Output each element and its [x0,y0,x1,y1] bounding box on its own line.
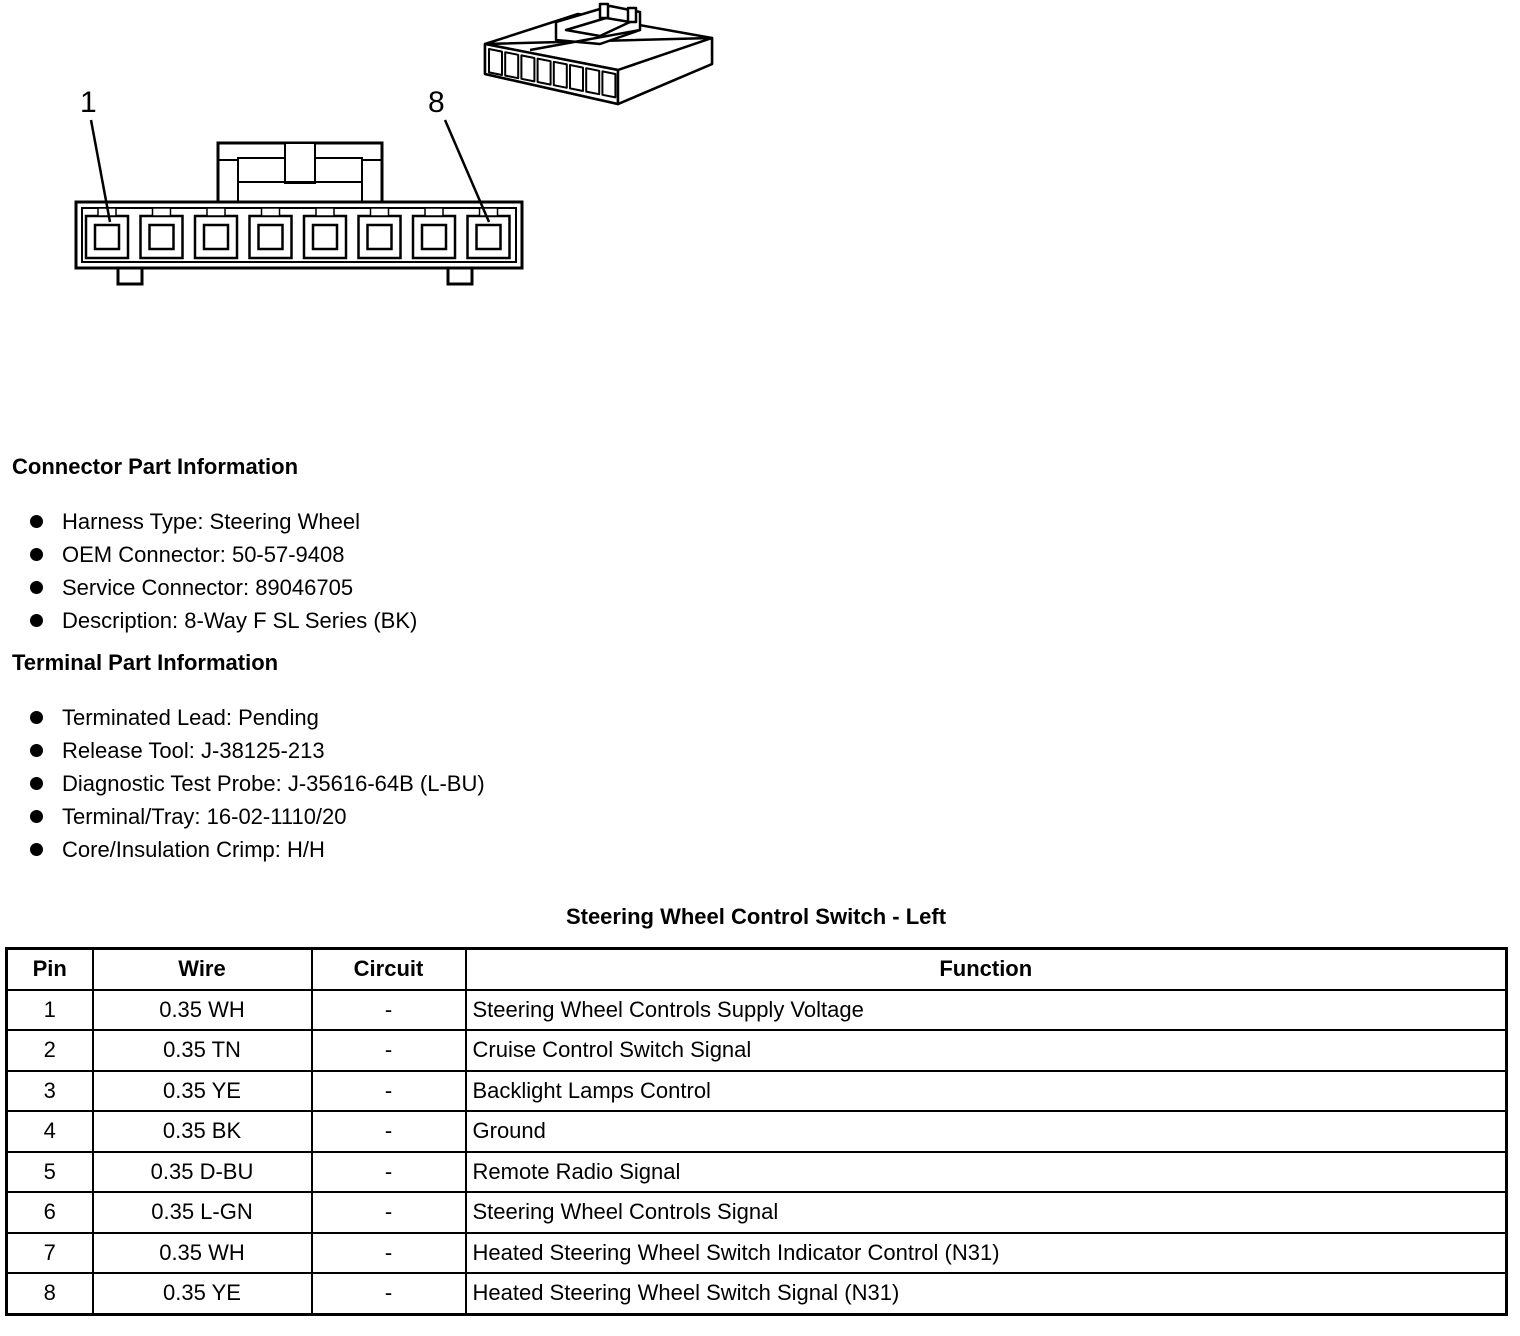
cell-pin: 8 [7,1273,93,1314]
iso-pin-cavity [570,65,583,91]
terminal-info-item [0,701,485,734]
table-row [7,990,1507,1031]
connector-info-item [0,604,417,637]
cell-function: Heated Steering Wheel Switch Indicator Control (N31) [466,1233,1507,1274]
iso-pin-cavity [586,68,599,94]
cell-wire: 0.35 YE [93,1273,312,1314]
table-title: Steering Wheel Control Switch - Left [565,904,947,929]
cell-wire: 0.35 L-GN [93,1192,312,1233]
cell-circuit: - [312,1111,466,1152]
connector-info-item-text: Description: 8-Way F SL Series (BK) [62,608,418,633]
cell-wire: 0.35 WH [93,990,312,1031]
cell-function: Remote Radio Signal [466,1152,1507,1193]
pin-cavity-terminal [95,225,119,249]
connector-isometric-view [485,4,712,104]
cell-function: Steering Wheel Controls Signal [466,1192,1507,1233]
bullet-icon [30,744,43,757]
cell-wire: 0.35 WH [93,1233,312,1274]
pin-cavity-terminal [259,225,283,249]
cell-pin: 6 [7,1192,93,1233]
cell-wire: 0.35 TN [93,1030,312,1071]
bullet-icon [30,515,43,528]
bullet-icon [30,711,43,724]
terminal-info-item-text: Release Tool: J-38125-213 [62,738,325,763]
terminal-info-item-text: Terminal/Tray: 16-02-1110/20 [62,804,347,829]
table-row [7,1192,1507,1233]
connector-info-item-text: Service Connector: 89046705 [62,575,354,600]
iso-pin-cavity [521,55,534,81]
header-wire: Wire [93,949,312,990]
cell-circuit: - [312,1273,466,1314]
cell-function: Backlight Lamps Control [466,1071,1507,1112]
connector-info-item [0,538,417,571]
cell-function: Heated Steering Wheel Switch Signal (N31) [466,1273,1507,1314]
bullet-icon [30,548,43,561]
pin-cavity-terminal [368,225,392,249]
table-row [7,1273,1507,1314]
cell-circuit: - [312,1152,466,1193]
connector-diagram [0,0,760,300]
table-row [7,1152,1507,1193]
pin-cavity-latch [207,208,225,216]
cell-pin: 7 [7,1233,93,1274]
pinout-table [5,947,1508,1316]
bullet-icon [30,777,43,790]
cell-function: Cruise Control Switch Signal [466,1030,1507,1071]
table-row [7,1233,1507,1274]
bullet-icon [30,810,43,823]
pin-cavity-latch [371,208,389,216]
connector-info-heading: Connector Part Information [12,454,299,479]
bullet-icon [30,843,43,856]
table-row [7,1111,1507,1152]
pin-cavity-terminal [422,225,446,249]
table-header-row [7,949,1507,990]
cell-pin: 1 [7,990,93,1031]
header-function: Function [466,949,1507,990]
iso-pin-cavity [489,49,502,75]
iso-pin-cavity [554,62,567,88]
cell-wire: 0.35 YE [93,1071,312,1112]
pin-cavity-terminal [477,225,501,249]
bullet-icon [30,581,43,594]
cell-circuit: - [312,1233,466,1274]
pin-cavity-terminal [150,225,174,249]
iso-pin-cavity [505,52,518,78]
pin-label-first: 1 [80,86,97,119]
terminal-info-item [0,767,485,800]
connector-info-item [0,505,417,538]
bullet-icon [30,614,43,627]
cell-wire: 0.35 D-BU [93,1152,312,1193]
cell-circuit: - [312,990,466,1031]
terminal-info-heading: Terminal Part Information [12,650,279,675]
pin-cavity-latch [153,208,171,216]
pin-cavity-terminal [313,225,337,249]
cell-pin: 4 [7,1111,93,1152]
terminal-info-item-text: Core/Insulation Crimp: H/H [62,837,325,862]
connector-info-item-text: Harness Type: Steering Wheel [62,509,360,534]
connector-info-list [0,505,417,637]
iso-pin-cavity [538,59,551,85]
pin-cavity-latch [425,208,443,216]
cell-pin: 3 [7,1071,93,1112]
cell-circuit: - [312,1192,466,1233]
table-row [7,1071,1507,1112]
table-row [7,1030,1507,1071]
pin-cavity-latch [262,208,280,216]
pin-cavity-latch [316,208,334,216]
terminal-info-item-text: Terminated Lead: Pending [62,705,319,730]
header-pin: Pin [7,949,93,990]
cell-function: Steering Wheel Controls Supply Voltage [466,990,1507,1031]
terminal-info-item-text: Diagnostic Test Probe: J-35616-64B (L-BU) [62,771,485,796]
cell-wire: 0.35 BK [93,1111,312,1152]
terminal-info-list [0,701,485,866]
terminal-info-item [0,800,485,833]
cell-pin: 2 [7,1030,93,1071]
cell-pin: 5 [7,1152,93,1193]
connector-info-item-text: OEM Connector: 50-57-9408 [62,542,345,567]
pin-label-last: 8 [428,86,445,119]
pin-cavity-terminal [204,225,228,249]
cell-circuit: - [312,1071,466,1112]
iso-pin-cavity [602,71,615,97]
cell-function: Ground [466,1111,1507,1152]
cell-circuit: - [312,1030,466,1071]
header-circuit: Circuit [312,949,466,990]
terminal-info-item [0,734,485,767]
connector-info-item [0,571,417,604]
connector-front-view [76,143,522,284]
terminal-info-item [0,833,485,866]
